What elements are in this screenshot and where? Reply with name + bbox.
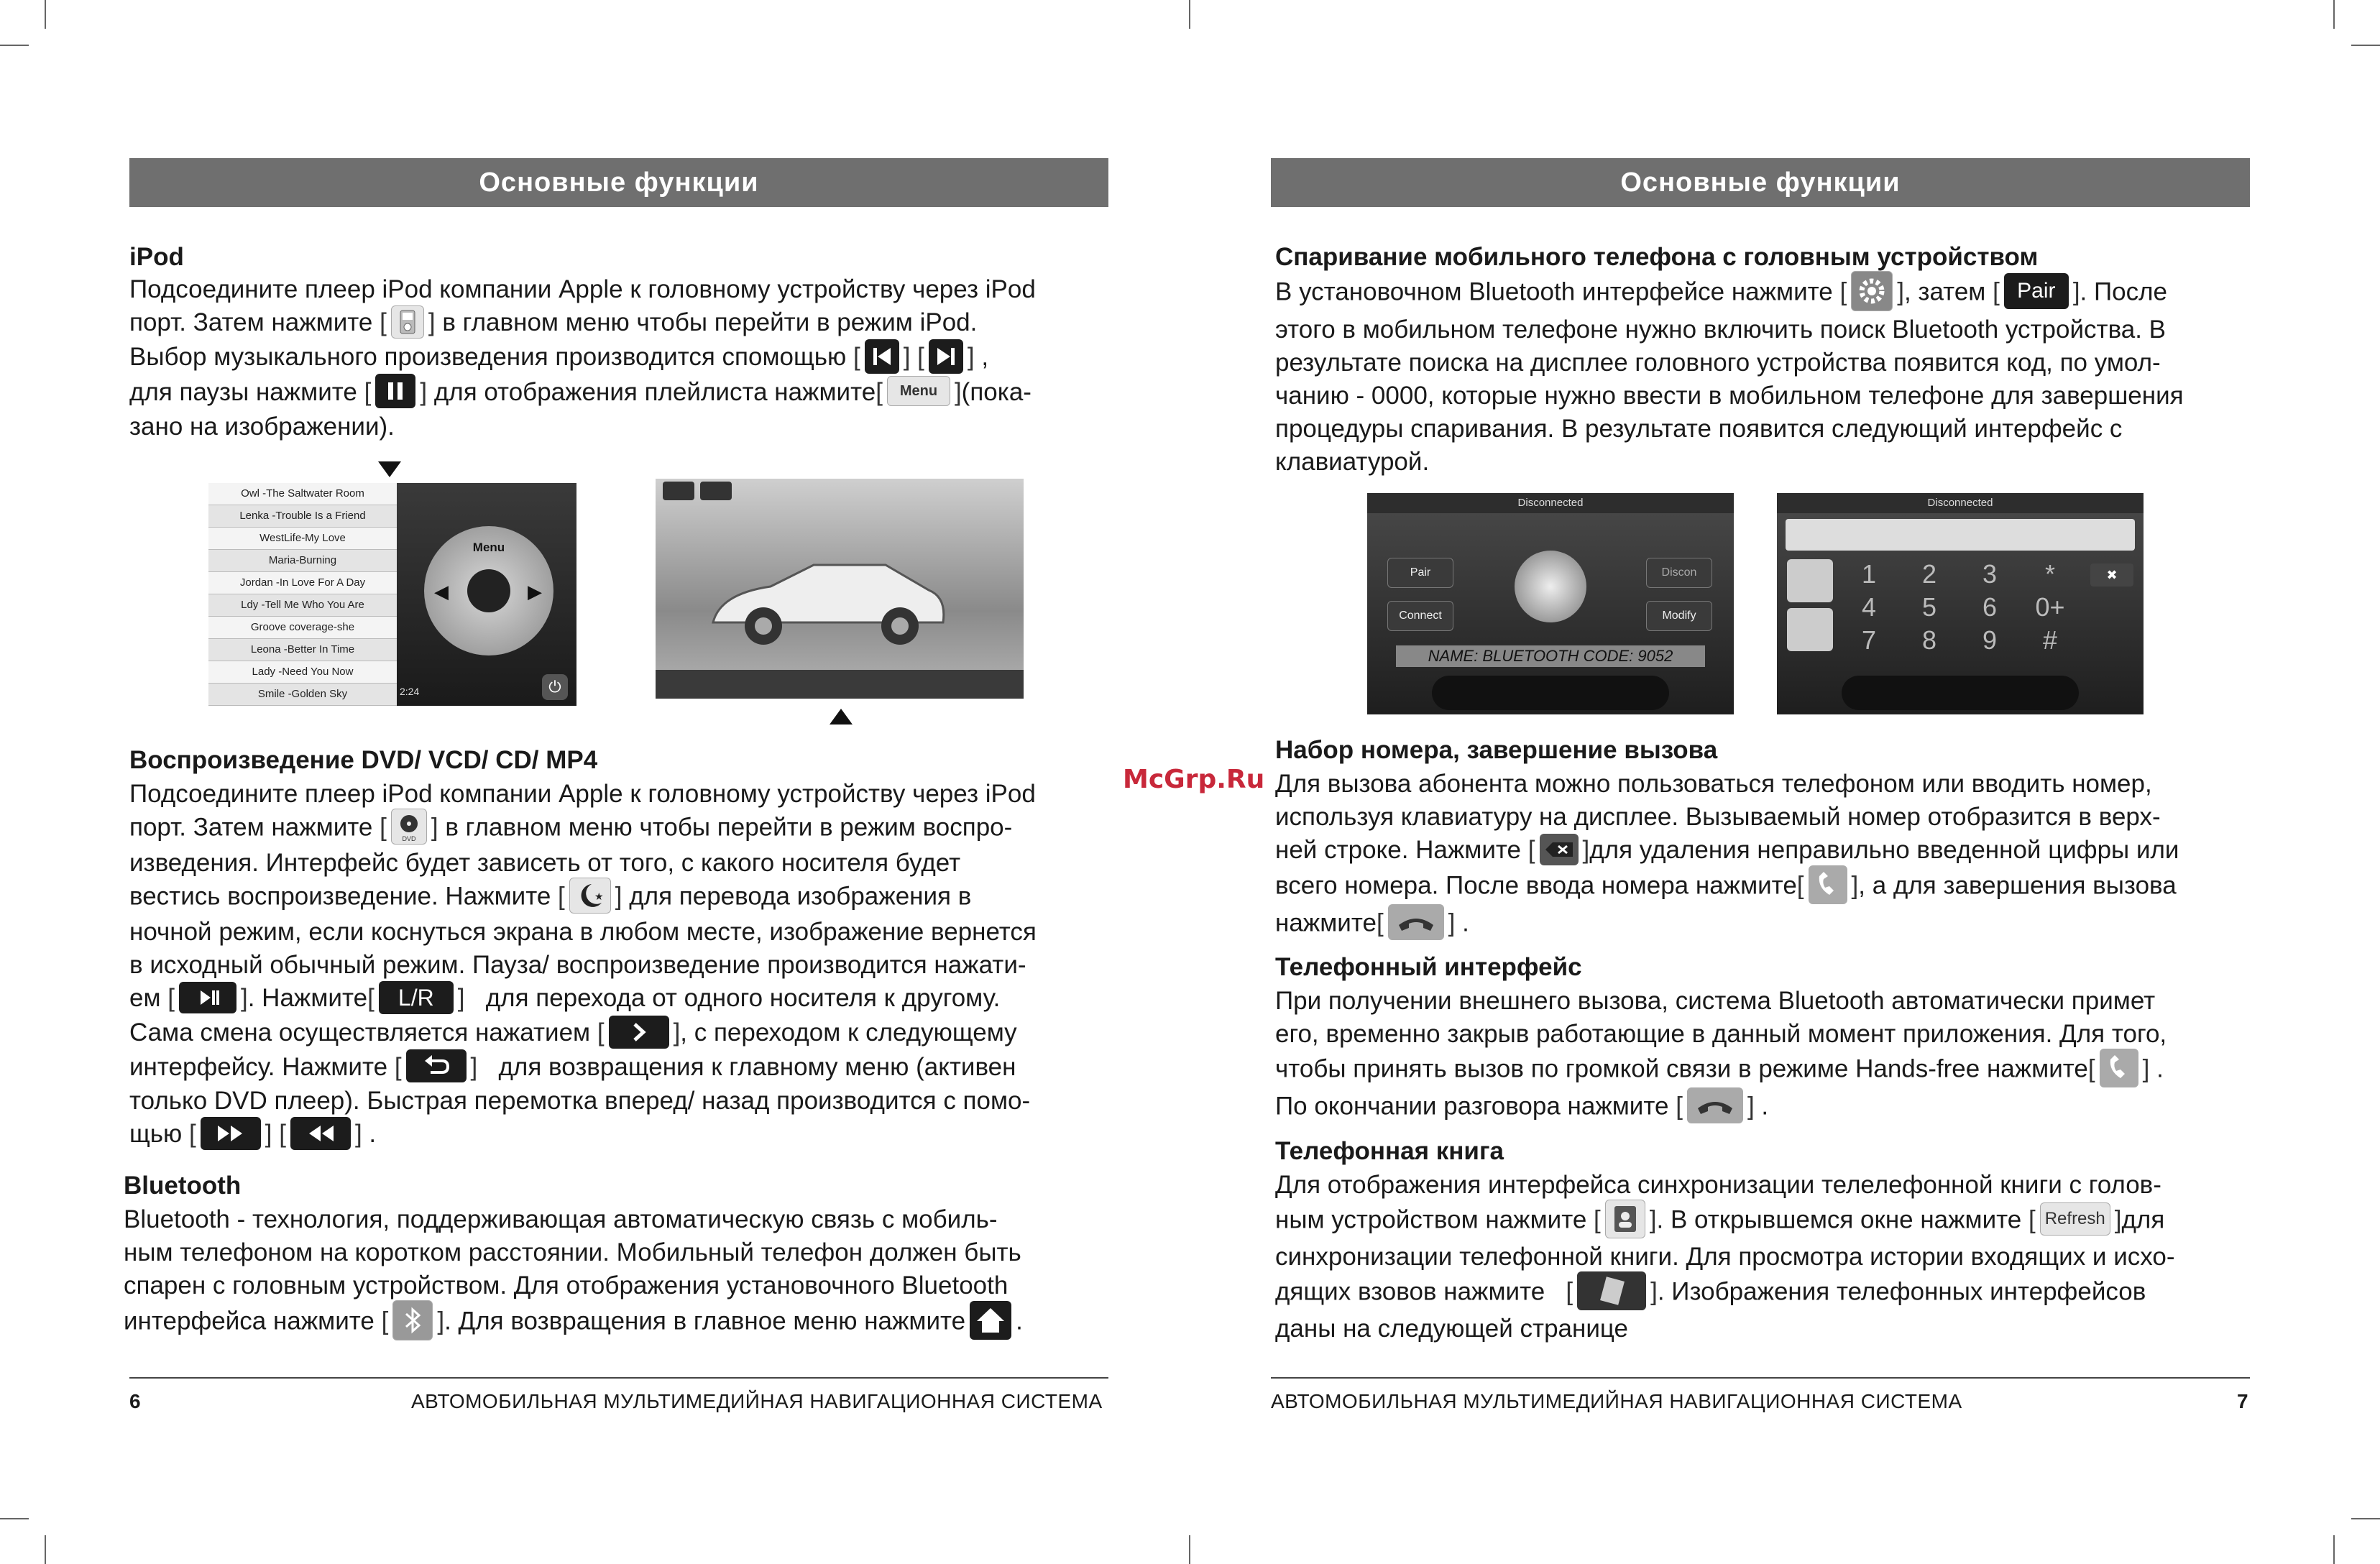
phone-paragraph — [1275, 985, 2250, 1126]
status-bar: Disconnected — [1367, 493, 1734, 513]
hangup-icon — [1687, 1087, 1743, 1123]
home-icon — [663, 482, 694, 500]
text-line: Подсоедините плеер iPod компании Apple к головному устройству через iPod — [129, 780, 1036, 808]
crop-mark — [0, 1518, 29, 1519]
svg-text:★: ★ — [594, 891, 604, 903]
text-line: щью [ ] [ ] . — [129, 1118, 1107, 1152]
page-number: 7 — [2237, 1390, 2248, 1412]
text-line: синхронизации телефонной книги. Для просмотра истории входящих и исхо- — [1275, 1243, 2175, 1271]
crop-mark — [2333, 0, 2335, 29]
text-span: интерфейса нажмите — [124, 1307, 375, 1335]
text-span: для — [2121, 1205, 2165, 1234]
crop-mark — [1189, 1535, 1190, 1564]
text-span: в главном меню чтобы перейти в режим воспро- — [445, 813, 1013, 842]
text-span: . Нажмите — [247, 984, 368, 1012]
text-line: По окончании разговора нажмите [ ] . — [1275, 1090, 2250, 1126]
playlist-item[interactable]: Groove coverage-she — [208, 617, 397, 639]
fast-forward-icon — [201, 1117, 261, 1150]
call-icon — [2100, 1049, 2138, 1087]
text-line: При получении внешнего вызова, система Bluetooth автоматически примет — [1275, 987, 2156, 1015]
pair-button-icon: Pair — [2004, 273, 2069, 309]
text-span: ней строке. Нажмите — [1275, 836, 1522, 864]
text-span: Сама смена осуществляется нажатием — [129, 1018, 591, 1046]
rewind-icon — [290, 1117, 351, 1150]
text-span: , а для завершения вызова — [1858, 871, 2177, 899]
dvd-paragraph — [129, 778, 1107, 1152]
keypad-key[interactable]: * — [2044, 559, 2055, 589]
dvd-icon — [391, 809, 427, 845]
previous-track-icon — [865, 339, 899, 374]
discon-button[interactable]: Discon — [1646, 558, 1712, 588]
text-line: порт. Затем нажмите [ DVD ] в главном меню чтобы перейти в режим воспро- — [129, 811, 1107, 847]
text-span: ем — [129, 984, 161, 1012]
refresh-button-icon: Refresh — [2040, 1202, 2110, 1236]
text-span: порт. Затем нажмите — [129, 813, 373, 842]
connect-button[interactable]: Connect — [1387, 601, 1453, 631]
section-title-dvd: Воспроизведение DVD/ VCD/ CD/ MP4 — [129, 746, 598, 774]
phonebook-paragraph — [1275, 1169, 2250, 1346]
text-line: этого в мобильном телефоне нужно включить поиск Bluetooth устройства. В — [1275, 316, 2167, 344]
chevron-right-icon — [609, 1016, 669, 1049]
keypad-key[interactable]: 0+ — [2035, 592, 2065, 622]
modify-button[interactable]: Modify — [1646, 601, 1712, 631]
footer-rule — [1271, 1377, 2250, 1379]
text-span: . В открывшемся окне нажмите — [1656, 1205, 2022, 1234]
contacts-icon — [1605, 1200, 1645, 1238]
text-span: в главном меню чтобы перейти в режим iPod. — [442, 308, 978, 336]
text-span: для перехода от одного носителя к другому. — [485, 984, 1001, 1012]
playlist-item[interactable]: Owl -The Saltwater Room — [208, 483, 397, 505]
status-bar: Disconnected — [1777, 493, 2144, 513]
home-icon — [970, 1301, 1011, 1340]
crop-mark — [45, 0, 46, 29]
section-title-phone: Телефонный интерфейс — [1275, 953, 1582, 981]
text-span: для отображения плейлиста нажмите — [433, 377, 876, 406]
crop-mark — [0, 45, 29, 46]
arrow-up-icon — [830, 709, 853, 724]
keypad-key[interactable]: 5 — [1921, 592, 1937, 622]
playlist — [208, 483, 397, 706]
keypad-key[interactable]: 7 — [1861, 625, 1877, 655]
next-icon: ▶ — [528, 581, 542, 602]
text-span: для перевода изображения в — [629, 882, 972, 911]
text-span: интерфейсу. Нажмите — [129, 1052, 388, 1081]
page-number: 6 — [129, 1390, 141, 1412]
keypad-key[interactable]: 8 — [1921, 625, 1937, 655]
text-line: дящих взовов нажмите [ ]. Изображения телефонных интерфейсов — [1275, 1274, 2250, 1312]
crop-mark — [1189, 0, 1190, 29]
footer-text: АВТОМОБИЛЬНАЯ МУЛЬТИМЕДИЙНАЯ НАВИГАЦИОННАЯ СИСТЕМА — [411, 1390, 1103, 1412]
text-line: спарен с головным устройством. Для отображения установочного Bluetooth — [124, 1271, 1008, 1300]
text-line: изведения. Интерфейс будет зависеть от того, с какого носителя будет — [129, 849, 961, 877]
bottom-tab-bar — [1842, 676, 2079, 710]
hangup-icon — [1388, 904, 1444, 940]
text-span: для возвращения к главному меню (активен — [498, 1052, 1016, 1081]
night-mode-icon — [569, 878, 611, 914]
text-line: в исходный обычный режим. Пауза/ воспроизведение производится нажати- — [129, 951, 1026, 979]
text-line: Bluetooth - технология, поддерживающая автоматическую связь с мобиль- — [124, 1205, 998, 1233]
bluetooth-logo-icon — [1515, 551, 1586, 622]
section-title-dial: Набор номера, завершение вызова — [1275, 736, 1718, 764]
section-title-phonebook: Телефонная книга — [1275, 1137, 1504, 1165]
playlist-item[interactable]: Lenka -Trouble Is a Friend — [208, 505, 397, 528]
text-span: . После — [2080, 277, 2168, 306]
ipod-icon — [391, 305, 424, 339]
keypad-key[interactable]: 2 — [1921, 559, 1937, 589]
text-line: Для вызова абонента можно пользоваться телефоном или вводить номер, — [1275, 770, 2152, 798]
text-line: ней строке. Нажмите [ ]для удаления неправильно введенной цифры или — [1275, 834, 2250, 868]
keypad — [1840, 559, 2085, 660]
prev-icon: ◀ — [434, 581, 449, 602]
call-icon — [1809, 865, 1847, 904]
name-code-line: NAME: BLUETOOTH CODE: 9052 — [1396, 645, 1705, 667]
section-title-ipod: iPod — [129, 243, 184, 271]
text-line: порт. Затем нажмите [ ] в главном меню чтобы перейти в режим iPod. — [129, 306, 1107, 341]
power-icon: ⏻ — [542, 674, 568, 700]
backspace-icon — [1540, 834, 1579, 865]
text-line: даны на следующей странице — [1275, 1315, 1629, 1343]
player-menu-label: Menu — [472, 540, 505, 554]
keypad-key[interactable]: 4 — [1861, 592, 1877, 622]
pause-icon — [375, 374, 415, 408]
footer-rule — [129, 1377, 1108, 1379]
section-banner: Основные функции — [1271, 158, 2250, 207]
text-line: его, временно закрыв работающие в данный момент приложения. Для того, — [1275, 1020, 2167, 1048]
section-title-bluetooth: Bluetooth — [124, 1172, 242, 1200]
time-label: 2:24 — [400, 686, 420, 697]
text-line: ночной режим, если коснуться экрана в любом месте, изображение вернется — [129, 918, 1037, 946]
text-span: для удаления неправильно введенной цифры или — [1589, 836, 2179, 864]
text-span: , затем — [1903, 277, 1986, 306]
text-line: используя клавиатуру на дисплее. Вызываемый номер отобразится в верх- — [1275, 803, 2161, 831]
bottom-tab-bar — [1432, 676, 1669, 710]
text-line: только DVD плеер). Быстрая перемотка вперед/ назад производится с помо- — [129, 1087, 1031, 1116]
keypad-key[interactable]: 6 — [1982, 592, 1998, 622]
keypad-key[interactable]: 1 — [1861, 559, 1877, 589]
text-span: для паузы нажмите — [129, 377, 357, 406]
keypad-key[interactable]: # — [2042, 625, 2058, 655]
playlist-item[interactable]: Maria-Burning — [208, 550, 397, 572]
text-line: ным телефоном на коротком расстоянии. Мобильный телефон должен быть — [124, 1238, 1021, 1266]
text-span: нажмите — [1275, 908, 1377, 937]
pair-button[interactable]: Pair — [1387, 558, 1453, 588]
footer-text: АВТОМОБИЛЬНАЯ МУЛЬТИМЕДИЙНАЯ НАВИГАЦИОННАЯ СИСТЕМА — [1271, 1390, 1962, 1412]
dial-paragraph — [1275, 768, 2250, 942]
text-span: дящих взовов нажмите — [1275, 1277, 1545, 1306]
crop-mark — [2351, 45, 2380, 46]
bluetooth-paragraph — [124, 1203, 1107, 1343]
text-line: всего номера. После ввода номера нажмите[ ], а для завершения вызова — [1275, 868, 2250, 906]
text-line: чанию - 0000, которые нужно ввести в мобильном телефоне для завершения — [1275, 382, 2184, 410]
text-line: чтобы принять вызов по громкой связи в режиме Hands-free нажмите[ ] . — [1275, 1051, 2250, 1090]
text-span: ным устройством нажмите — [1275, 1205, 1587, 1234]
keypad-key[interactable]: 3 — [1982, 559, 1998, 589]
text-span: . Для возвращения в главное меню нажмите — [444, 1307, 966, 1335]
bluetooth-icon — [392, 1300, 433, 1340]
crop-mark — [2351, 1518, 2380, 1519]
text-line: Сама смена осуществляется нажатием [ ], с переходом к следующему — [129, 1016, 1107, 1051]
next-track-icon — [929, 339, 963, 374]
pairing-paragraph — [1275, 273, 2250, 479]
section-title-pairing: Спаривание мобильного телефона с головным устройством — [1275, 243, 2039, 271]
dvd-screenshot — [656, 479, 1024, 699]
text-line: вестись воспроизведение. Нажмите [ ★ ] для перевода изображения в — [129, 880, 1107, 916]
playlist-item[interactable]: Smile -Golden Sky — [208, 684, 397, 706]
playlist-item[interactable]: Lady -Need You Now — [208, 661, 397, 684]
playlist-item[interactable]: Jordan -In Love For A Day — [208, 572, 397, 594]
text-span: всего номера. После ввода номера нажмите — [1275, 871, 1797, 899]
text-span: , с переходом к следующему — [680, 1018, 1017, 1046]
crop-mark — [45, 1535, 46, 1564]
crop-mark — [2333, 1535, 2335, 1564]
player-controls — [424, 526, 553, 656]
call-history-icon — [1577, 1271, 1646, 1310]
text-line: Для отображения интерфейса синхронизации телелефонной книги с голов- — [1275, 1171, 2161, 1199]
ipod-screenshot — [208, 483, 576, 706]
playlist-item[interactable]: WestLife-My Love — [208, 528, 397, 550]
playlist-item[interactable]: Ldy -Tell Me Who You Are — [208, 594, 397, 617]
text-line: процедуры спаривания. В результате появится следующий интерфейс с — [1275, 415, 2123, 443]
gear-icon — [700, 482, 732, 500]
text-span: В установочном Bluetooth интерфейсе нажмите — [1275, 277, 1833, 306]
car-image — [706, 551, 950, 651]
menu-button-icon: Menu — [887, 376, 950, 406]
text-line: интерфейсу. Нажмите [ ] для возвращения к главному меню (активен — [129, 1051, 1107, 1085]
watermark: McGrp.Ru — [1123, 765, 1265, 794]
dvd-label: DVD — [402, 835, 416, 842]
settings-gear-icon — [1851, 271, 1893, 311]
text-line: клавиатурой. — [1275, 448, 1430, 476]
text-line: Подсоедините плеер iPod компании Apple к головному устройству через iPod — [129, 275, 1036, 303]
text-line: нажмите[ ] . — [1275, 906, 2250, 942]
lr-button-icon: L/R — [379, 981, 454, 1014]
text-span: Выбор музыкального произведения производится спомощью — [129, 342, 847, 371]
play-pause-icon — [179, 982, 236, 1013]
bluetooth-pair-screenshot — [1367, 493, 1734, 714]
text-line: В установочном Bluetooth интерфейсе нажмите [ ], затем [ Pair ]. После — [1275, 273, 2250, 313]
apple-logo-icon — [467, 569, 510, 612]
text-span: вестись воспроизведение. Нажмите — [129, 882, 551, 911]
bluetooth-keypad-screenshot — [1777, 493, 2144, 714]
text-line: зано на изображении). — [129, 413, 395, 441]
ipod-paragraph — [129, 273, 1107, 443]
text-span: . Изображения телефонных интерфейсов — [1657, 1277, 2146, 1306]
text-line: для паузы нажмите [ ] для отображения плейлиста нажмите[ Menu ](пока- — [129, 376, 1107, 411]
delete-key[interactable]: ✖ — [2090, 564, 2133, 586]
text-span: По окончании разговора нажмите — [1275, 1092, 1669, 1121]
text-span: порт. Затем нажмите — [129, 308, 373, 336]
text-line: ем [ ]. Нажмите[ L/R ] для перехода от одного носителя к другому. — [129, 982, 1107, 1016]
arrow-down-icon — [378, 461, 401, 477]
text-span: щью — [129, 1120, 183, 1149]
text-span: чтобы принять вызов по громкой связи в режиме Hands-free нажмите — [1275, 1054, 2088, 1083]
hangup-key[interactable] — [1787, 608, 1833, 651]
text-line: интерфейса нажмите [ ]. Для возвращения в главное меню нажмите . — [124, 1302, 1107, 1343]
back-arrow-icon — [406, 1049, 467, 1082]
text-span: (пока- — [961, 377, 1032, 406]
text-line: Выбор музыкального произведения производится спомощью [ ] [ ] , — [129, 341, 1107, 376]
text-line: результате поиска на дисплее головного устройства появится код, по умол- — [1275, 349, 2161, 377]
playlist-item[interactable]: Leona -Better In Time — [208, 639, 397, 661]
text-line: ным устройством нажмите [ ]. В открывшемся окне нажмите [ Refresh ]для — [1275, 1202, 2250, 1241]
number-display — [1786, 519, 2135, 551]
keypad-key[interactable]: 9 — [1982, 625, 1998, 655]
section-banner: Основные функции — [129, 158, 1108, 207]
control-bar — [656, 670, 1024, 699]
call-key[interactable] — [1787, 559, 1833, 602]
